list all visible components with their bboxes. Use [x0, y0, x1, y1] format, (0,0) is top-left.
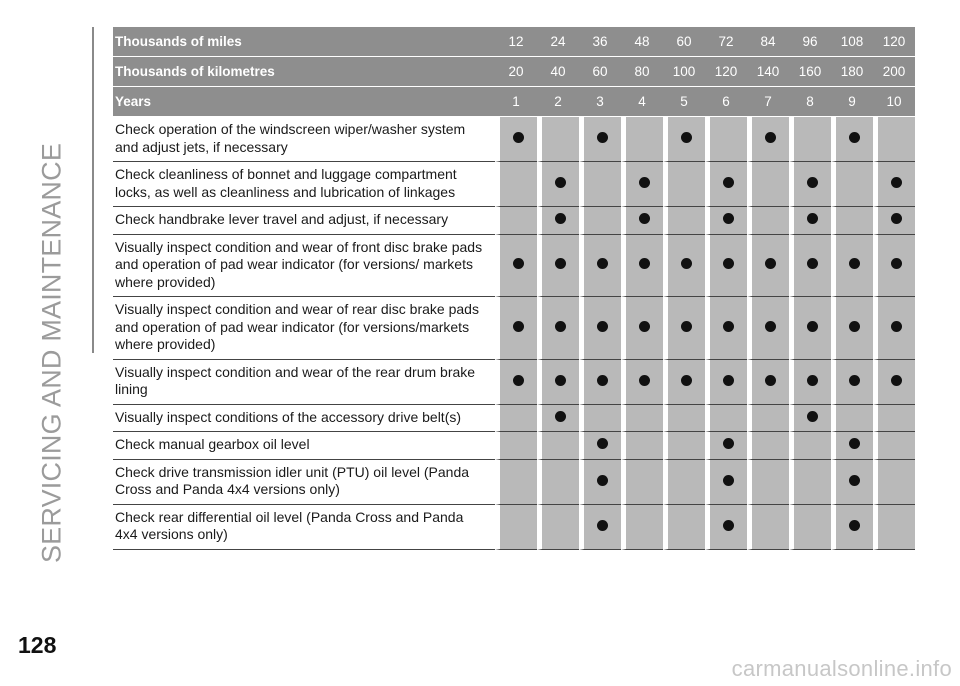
check-dot-icon: [849, 475, 860, 486]
header-interval-value: 100: [663, 57, 705, 87]
check-dot-icon: [639, 321, 650, 332]
header-interval-value: 108: [831, 27, 873, 57]
interval-cell: [789, 297, 831, 360]
table-row: [113, 360, 915, 405]
table-row: [113, 235, 915, 298]
check-dot-icon: [765, 375, 776, 386]
check-dot-icon: [513, 321, 524, 332]
task-description: Check drive transmission idler unit (PTU) oil level (Panda Cross and Panda 4x4 versions only): [113, 460, 495, 505]
check-dot-icon: [555, 321, 566, 332]
interval-cell: [495, 207, 537, 235]
check-dot-icon: [807, 321, 818, 332]
header-label: Thousands of kilometres: [113, 57, 495, 87]
check-dot-icon: [849, 438, 860, 449]
header-interval-value: 24: [537, 27, 579, 57]
check-dot-icon: [765, 321, 776, 332]
interval-cell: [537, 432, 579, 460]
interval-cell: [663, 207, 705, 235]
interval-cell: [663, 297, 705, 360]
interval-cell: [705, 207, 747, 235]
check-dot-icon: [891, 213, 902, 224]
interval-cell: [747, 162, 789, 207]
interval-cell: [579, 297, 621, 360]
interval-cell: [495, 360, 537, 405]
interval-cell: [579, 162, 621, 207]
check-dot-icon: [765, 258, 776, 269]
interval-cell: [747, 432, 789, 460]
check-dot-icon: [681, 132, 692, 143]
task-description: Visually inspect condition and wear of front disc brake pads and operation of pad wear indicator (for versions/ markets where provided): [113, 235, 495, 298]
interval-cell: [537, 360, 579, 405]
table-row: [113, 117, 915, 162]
task-description: Check rear differential oil level (Panda Cross and Panda 4x4 versions only): [113, 505, 495, 550]
check-dot-icon: [513, 132, 524, 143]
header-row: [113, 27, 915, 57]
check-dot-icon: [555, 411, 566, 422]
interval-cell: [663, 460, 705, 505]
header-interval-value: 3: [579, 87, 621, 117]
interval-cell: [873, 360, 915, 405]
table-row: [113, 505, 915, 550]
check-dot-icon: [723, 213, 734, 224]
check-dot-icon: [807, 258, 818, 269]
interval-cell: [537, 297, 579, 360]
header-interval-value: 4: [621, 87, 663, 117]
header-interval-value: 1: [495, 87, 537, 117]
interval-cell: [747, 207, 789, 235]
check-dot-icon: [891, 375, 902, 386]
interval-cell: [831, 117, 873, 162]
interval-cell: [495, 405, 537, 433]
task-description: Check manual gearbox oil level: [113, 432, 495, 460]
interval-cell: [789, 432, 831, 460]
interval-cell: [663, 432, 705, 460]
interval-cell: [621, 405, 663, 433]
interval-cell: [705, 505, 747, 550]
check-dot-icon: [639, 258, 650, 269]
check-dot-icon: [597, 321, 608, 332]
interval-cell: [873, 460, 915, 505]
check-dot-icon: [597, 520, 608, 531]
header-interval-value: 160: [789, 57, 831, 87]
task-description: Visually inspect conditions of the accessory drive belt(s): [113, 405, 495, 433]
check-dot-icon: [723, 258, 734, 269]
interval-cell: [537, 235, 579, 298]
header-interval-value: 20: [495, 57, 537, 87]
interval-cell: [663, 405, 705, 433]
interval-cell: [789, 505, 831, 550]
task-description: Check operation of the windscreen wiper/washer system and adjust jets, if necessary: [113, 117, 495, 162]
interval-cell: [579, 432, 621, 460]
interval-cell: [831, 360, 873, 405]
interval-cell: [663, 360, 705, 405]
interval-cell: [621, 162, 663, 207]
check-dot-icon: [723, 520, 734, 531]
check-dot-icon: [513, 375, 524, 386]
check-dot-icon: [849, 321, 860, 332]
check-dot-icon: [723, 177, 734, 188]
section-title: SERVICING AND MAINTENANCE: [36, 142, 67, 564]
header-row: [113, 87, 915, 117]
interval-cell: [537, 460, 579, 505]
interval-cell: [789, 207, 831, 235]
check-dot-icon: [555, 375, 566, 386]
interval-cell: [747, 405, 789, 433]
check-dot-icon: [513, 258, 524, 269]
task-description: Check cleanliness of bonnet and luggage compartment locks, as well as cleanliness and lubrication of linkages: [113, 162, 495, 207]
interval-cell: [537, 207, 579, 235]
table-row: [113, 432, 915, 460]
header-interval-value: 84: [747, 27, 789, 57]
check-dot-icon: [807, 375, 818, 386]
check-dot-icon: [849, 258, 860, 269]
check-dot-icon: [723, 475, 734, 486]
interval-cell: [621, 460, 663, 505]
header-interval-value: 60: [579, 57, 621, 87]
interval-cell: [579, 505, 621, 550]
interval-cell: [663, 505, 705, 550]
check-dot-icon: [681, 321, 692, 332]
header-interval-value: 48: [621, 27, 663, 57]
task-description: Check handbrake lever travel and adjust, if necessary: [113, 207, 495, 235]
check-dot-icon: [807, 411, 818, 422]
interval-cell: [621, 207, 663, 235]
interval-cell: [705, 360, 747, 405]
check-dot-icon: [597, 258, 608, 269]
interval-cell: [873, 297, 915, 360]
check-dot-icon: [681, 375, 692, 386]
check-dot-icon: [807, 177, 818, 188]
header-interval-value: 12: [495, 27, 537, 57]
check-dot-icon: [555, 213, 566, 224]
interval-cell: [873, 162, 915, 207]
interval-cell: [747, 360, 789, 405]
interval-cell: [705, 117, 747, 162]
header-interval-value: 72: [705, 27, 747, 57]
table-row: [113, 460, 915, 505]
table-row: [113, 405, 915, 433]
interval-cell: [831, 505, 873, 550]
interval-cell: [789, 405, 831, 433]
interval-cell: [495, 117, 537, 162]
header-interval-value: 140: [747, 57, 789, 87]
interval-cell: [789, 360, 831, 405]
interval-cell: [747, 235, 789, 298]
check-dot-icon: [597, 438, 608, 449]
check-dot-icon: [597, 375, 608, 386]
interval-cell: [789, 235, 831, 298]
table-row: [113, 162, 915, 207]
interval-cell: [831, 297, 873, 360]
interval-cell: [495, 235, 537, 298]
header-interval-value: 180: [831, 57, 873, 87]
interval-cell: [537, 117, 579, 162]
interval-cell: [873, 117, 915, 162]
interval-cell: [873, 235, 915, 298]
header-interval-value: 2: [537, 87, 579, 117]
table-row: [113, 207, 915, 235]
interval-cell: [789, 117, 831, 162]
interval-cell: [621, 505, 663, 550]
interval-cell: [705, 297, 747, 360]
check-dot-icon: [639, 177, 650, 188]
interval-cell: [747, 460, 789, 505]
interval-cell: [705, 405, 747, 433]
check-dot-icon: [681, 258, 692, 269]
header-interval-value: 96: [789, 27, 831, 57]
check-dot-icon: [849, 132, 860, 143]
interval-cell: [705, 432, 747, 460]
interval-cell: [789, 460, 831, 505]
interval-cell: [831, 432, 873, 460]
interval-cell: [579, 360, 621, 405]
interval-cell: [873, 505, 915, 550]
check-dot-icon: [555, 258, 566, 269]
header-interval-value: 9: [831, 87, 873, 117]
header-interval-value: 60: [663, 27, 705, 57]
interval-cell: [663, 117, 705, 162]
task-description: Visually inspect condition and wear of the rear drum brake lining: [113, 360, 495, 405]
interval-cell: [831, 460, 873, 505]
interval-cell: [873, 432, 915, 460]
interval-cell: [747, 505, 789, 550]
interval-cell: [873, 207, 915, 235]
header-label: Years: [113, 87, 495, 117]
check-dot-icon: [849, 375, 860, 386]
section-divider: [92, 27, 94, 353]
interval-cell: [621, 117, 663, 162]
header-interval-value: 7: [747, 87, 789, 117]
header-interval-value: 80: [621, 57, 663, 87]
interval-cell: [831, 162, 873, 207]
interval-cell: [579, 207, 621, 235]
task-description: Visually inspect condition and wear of rear disc brake pads and operation of pad wear indicator (for versions/markets where provided): [113, 297, 495, 360]
header-interval-value: 6: [705, 87, 747, 117]
interval-cell: [705, 460, 747, 505]
interval-cell: [747, 297, 789, 360]
interval-cell: [705, 162, 747, 207]
header-interval-value: 120: [705, 57, 747, 87]
interval-cell: [579, 235, 621, 298]
interval-cell: [621, 297, 663, 360]
header-interval-value: 40: [537, 57, 579, 87]
maintenance-schedule-table: [113, 27, 915, 550]
interval-cell: [579, 460, 621, 505]
interval-cell: [537, 162, 579, 207]
check-dot-icon: [723, 438, 734, 449]
header-interval-value: 5: [663, 87, 705, 117]
header-interval-value: 200: [873, 57, 915, 87]
header-interval-value: 36: [579, 27, 621, 57]
interval-cell: [621, 360, 663, 405]
interval-cell: [495, 505, 537, 550]
interval-cell: [495, 432, 537, 460]
interval-cell: [747, 117, 789, 162]
header-label: Thousands of miles: [113, 27, 495, 57]
interval-cell: [579, 117, 621, 162]
header-row: [113, 57, 915, 87]
interval-cell: [873, 405, 915, 433]
interval-cell: [705, 235, 747, 298]
check-dot-icon: [555, 177, 566, 188]
check-dot-icon: [639, 375, 650, 386]
check-dot-icon: [807, 213, 818, 224]
interval-cell: [831, 207, 873, 235]
interval-cell: [495, 297, 537, 360]
interval-cell: [663, 162, 705, 207]
interval-cell: [495, 460, 537, 505]
check-dot-icon: [765, 132, 776, 143]
header-interval-value: 10: [873, 87, 915, 117]
interval-cell: [621, 432, 663, 460]
check-dot-icon: [891, 177, 902, 188]
check-dot-icon: [723, 321, 734, 332]
check-dot-icon: [849, 520, 860, 531]
check-dot-icon: [723, 375, 734, 386]
interval-cell: [495, 162, 537, 207]
interval-cell: [831, 405, 873, 433]
interval-cell: [621, 235, 663, 298]
table-row: [113, 297, 915, 360]
page-number: 128: [18, 632, 57, 658]
interval-cell: [789, 162, 831, 207]
interval-cell: [579, 405, 621, 433]
check-dot-icon: [891, 258, 902, 269]
interval-cell: [831, 235, 873, 298]
interval-cell: [537, 505, 579, 550]
check-dot-icon: [597, 132, 608, 143]
interval-cell: [537, 405, 579, 433]
check-dot-icon: [597, 475, 608, 486]
check-dot-icon: [891, 321, 902, 332]
interval-cell: [663, 235, 705, 298]
header-interval-value: 8: [789, 87, 831, 117]
watermark: carmanualsonline.info: [731, 656, 952, 681]
header-interval-value: 120: [873, 27, 915, 57]
check-dot-icon: [639, 213, 650, 224]
